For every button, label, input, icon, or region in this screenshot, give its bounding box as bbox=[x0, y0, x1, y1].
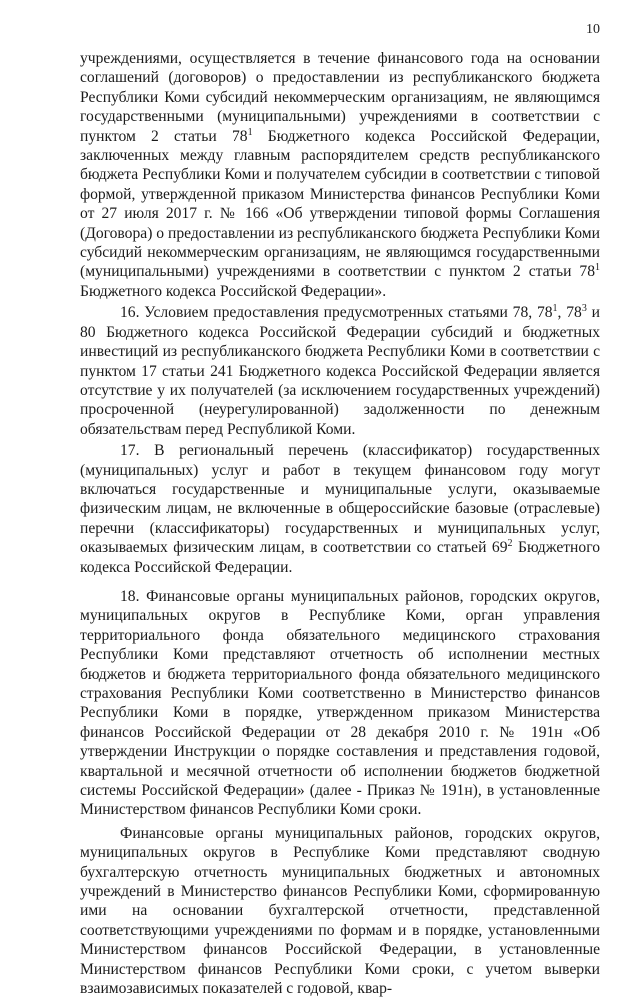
page-number: 10 bbox=[586, 22, 600, 37]
superscript: 1 bbox=[552, 303, 558, 315]
paragraph-17 bbox=[80, 441, 600, 577]
paragraph-18 bbox=[80, 587, 600, 820]
text-segment: 17. В региональный перечень (классификатор) государственных (муниципальных) услуг и работ в текущем финансовом году могут включаться государственные и муниципальные услуги, оказываемые физическим лицам, не включенные в общероссийские базовые (отраслевые) перечни (классификаторы) государственных и муниципальных услуг, оказываемых физическим лицам, в соответствии со статьей 69 bbox=[80, 442, 600, 557]
paragraph-16 bbox=[80, 303, 600, 439]
text-segment: , 78 bbox=[557, 304, 582, 322]
text-segment: 16. Условием предоставления предусмотренных статьями 78, 78 bbox=[120, 304, 553, 322]
text-segment: Бюджетного кодекса Российской Федерации. bbox=[80, 539, 600, 576]
text-segment: учреждениями, осуществляется в течение финансового года на основании соглашений (договоров) о предоставлении из республиканского бюджета Республики Коми субсидий некоммерческим организациям, не являющимся государственными (муниципальными) учреждениями в соответствии с пунктом 2 статьи 78 bbox=[80, 50, 600, 145]
text-segment: и 80 Бюджетного кодекса Российской Федерации субсидий и бюджетных инвестиций из республиканского бюджета Республики Коми в соответствии с пунктом 17 статьи 241 Бюджетного кодекса Российской Федерации является отсутствие у их получателей (за исключением государственных учреждений) просроченной (неурегулированной) задолженности по денежным обязательствам перед Республикой Коми. bbox=[80, 304, 601, 438]
text-segment: Бюджетного кодекса Российской Федерации». bbox=[80, 282, 387, 300]
superscript: 3 bbox=[581, 303, 587, 315]
paragraph-continuation bbox=[80, 49, 600, 301]
text-segment: 18. Финансовые органы муниципальных районов, городских округов, муниципальных округов в Республике Коми, орган управления территориального фонда обязательного медицинского страхования Республики Коми представляют отчетность об исполнении местных бюджетов и бюджета территориального фонда обязательного медицинского страхования Республики Коми соответственно в Министерство финансов Республики Коми в порядке, утвержденном приказом Министерства финансов Российской Федерации от 28 декабря 2010 г. № 191н «Об утверждении Инструкции о порядке составления и представления годовой, квартальной и месячной отчетности об исполнении бюджетов бюджетной системы Российской Федерации» (далее - Приказ № 191н), в установленные Министерством финансов Республики Коми сроки. bbox=[80, 587, 600, 819]
document-body bbox=[80, 49, 600, 999]
superscript: 1 bbox=[247, 126, 253, 138]
text-segment: Бюджетного кодекса Российской Федерации, заключенных между главным распорядителем средств республиканского бюджета Республики Коми и получателем субсидии в соответствии с типовой формой, утвержденной приказом Министерства финансов Республики Коми от 27 июля 2017 г. № 166 «Об утверждении типовой формы Соглашения (Договора) о предоставлении из республиканского бюджета Республики Коми субсидий некоммерческим организациям, не являющимся государственными (муниципальными) учреждениями в соответствии с пунктом 2 статьи 78 bbox=[80, 127, 600, 281]
text-segment: Финансовые органы муниципальных районов, городских округов, муниципальных округов в Республике Коми представляют сводную бухгалтерскую отчетность муниципальных бюджетных и автономных учреждений в Министерство финансов Республики Коми, сформированную ими на основании бухгалтерской отчетности, представленной соответствующими учреждениями по формам и в порядке, установленными Министерством финансов Российской Федерации, в установленные Министерством финансов Республики Коми сроки, с учетом выверки взаимозависимых показателей с годовой, квар- bbox=[80, 824, 600, 998]
paragraph-18-continued bbox=[80, 824, 600, 999]
superscript: 2 bbox=[507, 537, 513, 549]
superscript: 1 bbox=[595, 262, 600, 274]
